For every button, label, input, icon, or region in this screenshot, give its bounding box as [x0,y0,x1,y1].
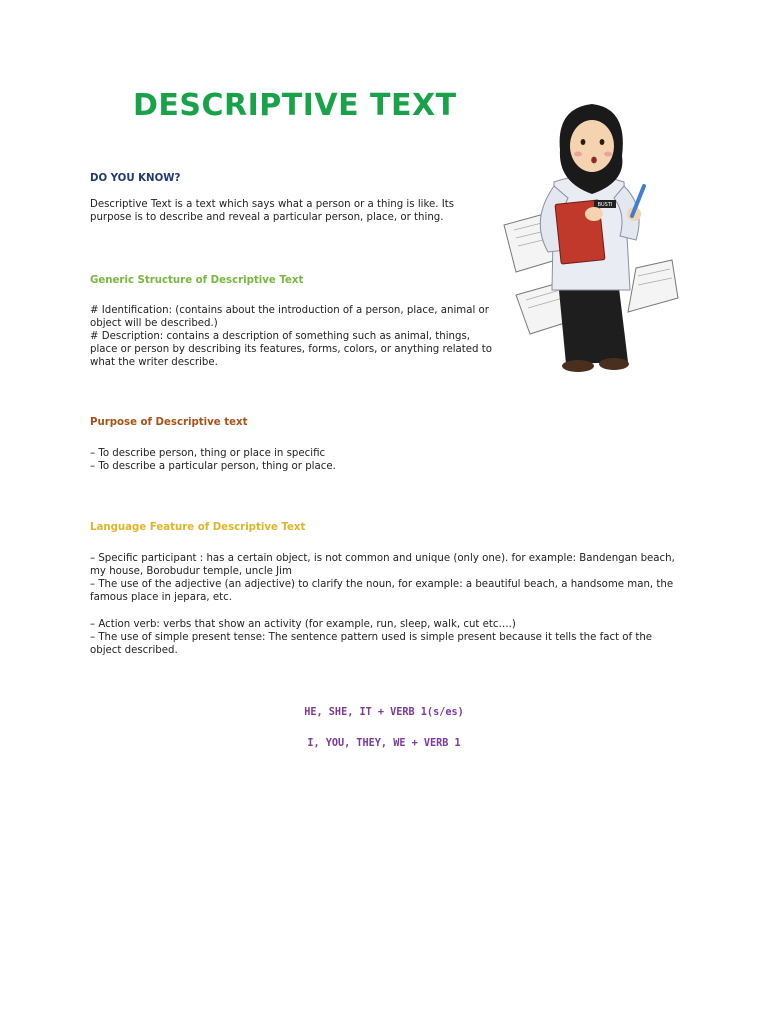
do-you-know-heading: DO YOU KNOW? [90,173,181,184]
student-illustration [496,90,686,380]
language-feature-line: – Specific participant : has a certain object, is not common and unique (only one). for example: Bandengan beach, [90,553,675,564]
generic-structure-line: what the writer describe. [90,357,218,368]
generic-structure-line: # Description: contains a description of something such as animal, things, [90,331,471,342]
language-feature-heading: Language Feature of Descriptive Text [90,522,306,533]
name-tag: BUSTI [597,202,613,208]
language-feature-line: – The use of simple present tense: The sentence pattern used is simple present because it tells the fact of the [90,632,653,643]
do-you-know-line: Descriptive Text is a text which says what a person or a thing is like. Its [90,199,455,210]
purpose-line: – To describe a particular person, thing or place. [90,461,336,472]
purpose-heading: Purpose of Descriptive text [90,417,248,428]
generic-structure-line: # Identification: (contains about the introduction of a person, place, animal or [90,305,489,316]
section-purpose [90,416,690,473]
generic-structure-line: place or person by describing its features, forms, colors, or anything related to [90,344,492,355]
purpose-line: – To describe person, thing or place in specific [90,448,326,459]
page-title: DESCRIPTIVE TEXT [133,88,457,123]
generic-structure-heading: Generic Structure of Descriptive Text [90,275,304,286]
paper-icon [628,260,678,312]
generic-structure-line: object will be described.) [90,318,218,329]
do-you-know-line: purpose is to describe and reveal a particular person, place, or thing. [90,212,444,223]
language-feature-line: – The use of the adjective (an adjective) to clarify the noun, for example: a beautiful beach, a handsome man, the [90,579,674,590]
language-feature-line: object described. [90,645,178,656]
language-feature-line: – Action verb: verbs that show an activity (for example, run, sleep, walk, cut etc….) [90,619,516,630]
formula-third-person: HE, SHE, IT + VERB 1(s/es) [304,707,464,718]
section-language-feature [90,521,700,657]
language-feature-line: famous place in jepara, etc. [90,592,232,603]
language-feature-line: my house, Borobudur temple, uncle Jim [90,566,292,577]
formula-plural: I, YOU, THEY, WE + VERB 1 [307,738,461,749]
